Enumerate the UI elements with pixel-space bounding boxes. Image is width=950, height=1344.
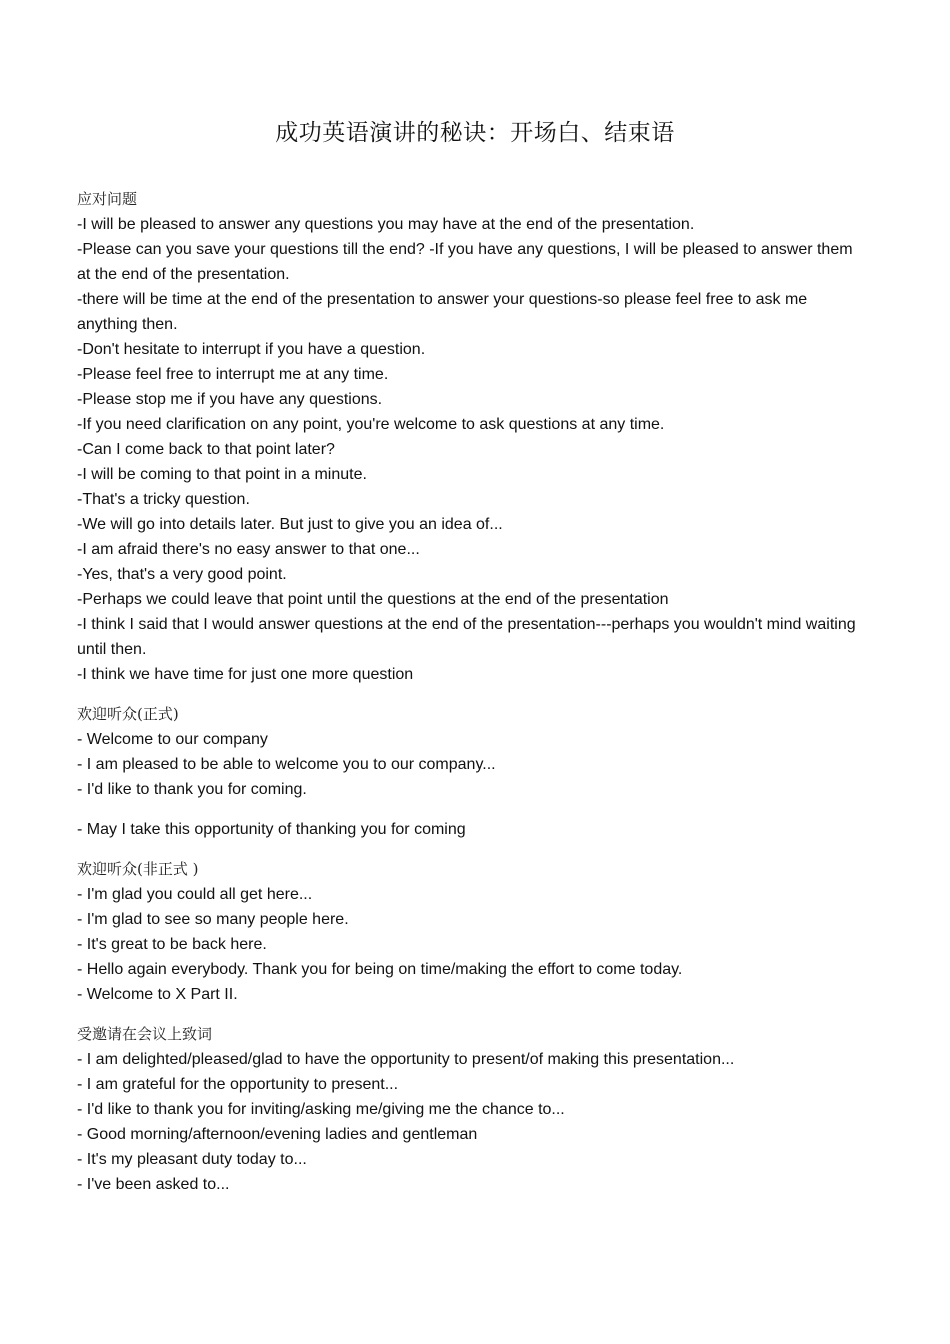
section-heading: 欢迎听众(正式) [77, 705, 179, 723]
phrase-line: - It's great to be back here. [77, 936, 267, 953]
phrase-line: - Hello again everybody. Thank you for being on time/making the effort to come today. [77, 961, 683, 978]
phrase-line: - I'd like to thank you for coming. [77, 781, 307, 798]
phrase-line: - I am grateful for the opportunity to present... [77, 1076, 399, 1093]
phrase-line: -Can I come back to that point later? [77, 441, 335, 458]
phrase-line: - Good morning/afternoon/evening ladies and gentleman [77, 1126, 478, 1143]
phrase-line: - It's my pleasant duty today to... [77, 1151, 307, 1168]
section-heading: 应对问题 [77, 190, 138, 208]
phrase-line: - I am delighted/pleased/glad to have the opportunity to present/of making this presentation... [77, 1051, 735, 1068]
phrase-line: -Yes, that's a very good point. [77, 566, 287, 583]
phrase-line: -I will be coming to that point in a minute. [77, 466, 367, 483]
phrase-line: -I think we have time for just one more question [77, 666, 414, 683]
phrase-line: - I've been asked to... [77, 1176, 230, 1193]
phrase-line: -Please stop me if you have any questions. [77, 391, 383, 408]
phrase-line: -Perhaps we could leave that point until the questions at the end of the presentation [77, 591, 669, 608]
phrase-line: - Welcome to X Part II. [77, 986, 238, 1003]
section-welcome-formal [77, 702, 867, 842]
section-heading: 欢迎听众(非正式 ) [77, 860, 199, 878]
phrase-line: - Welcome to our company [77, 731, 268, 748]
phrase-line: -I will be pleased to answer any questions you may have at the end of the presentation. [77, 216, 695, 233]
phrase-line: -I think I said that I would answer questions at the end of the presentation---perhaps you wouldn't mind waiting until then. [77, 616, 856, 658]
phrase-line: -Don't hesitate to interrupt if you have a question. [77, 341, 426, 358]
phrase-line: -I am afraid there's no easy answer to that one... [77, 541, 420, 558]
phrase-line: -If you need clarification on any point, you're welcome to ask questions at any time. [77, 416, 665, 433]
document-body [77, 187, 867, 1197]
document-title: 成功英语演讲的秘诀：开场白、结束语 [275, 120, 675, 146]
phrase-line: -there will be time at the end of the presentation to answer your questions-so please feel free to ask me anything then. [77, 291, 808, 333]
phrase-line: -Please can you save your questions till the end? -If you have any questions, I will be pleased to answer them at the end of the presentation. [77, 241, 853, 283]
section-invited-speech [77, 1022, 867, 1197]
phrase-line: -We will go into details later. But just to give you an idea of... [77, 516, 503, 533]
phrase-line: -That's a tricky question. [77, 491, 250, 508]
phrase-line: - I am pleased to be able to welcome you to our company... [77, 756, 496, 773]
phrase-line: - May I take this opportunity of thanking you for coming [77, 821, 466, 838]
phrase-line: - I'm glad you could all get here... [77, 886, 313, 903]
section-welcome-informal [77, 857, 867, 1007]
phrase-line: - I'm glad to see so many people here. [77, 911, 349, 928]
section-heading: 受邀请在会议上致词 [77, 1025, 213, 1043]
phrase-line: - I'd like to thank you for inviting/asking me/giving me the chance to... [77, 1101, 565, 1118]
phrase-line: -Please feel free to interrupt me at any time. [77, 366, 389, 383]
section-handling-questions [77, 187, 867, 687]
